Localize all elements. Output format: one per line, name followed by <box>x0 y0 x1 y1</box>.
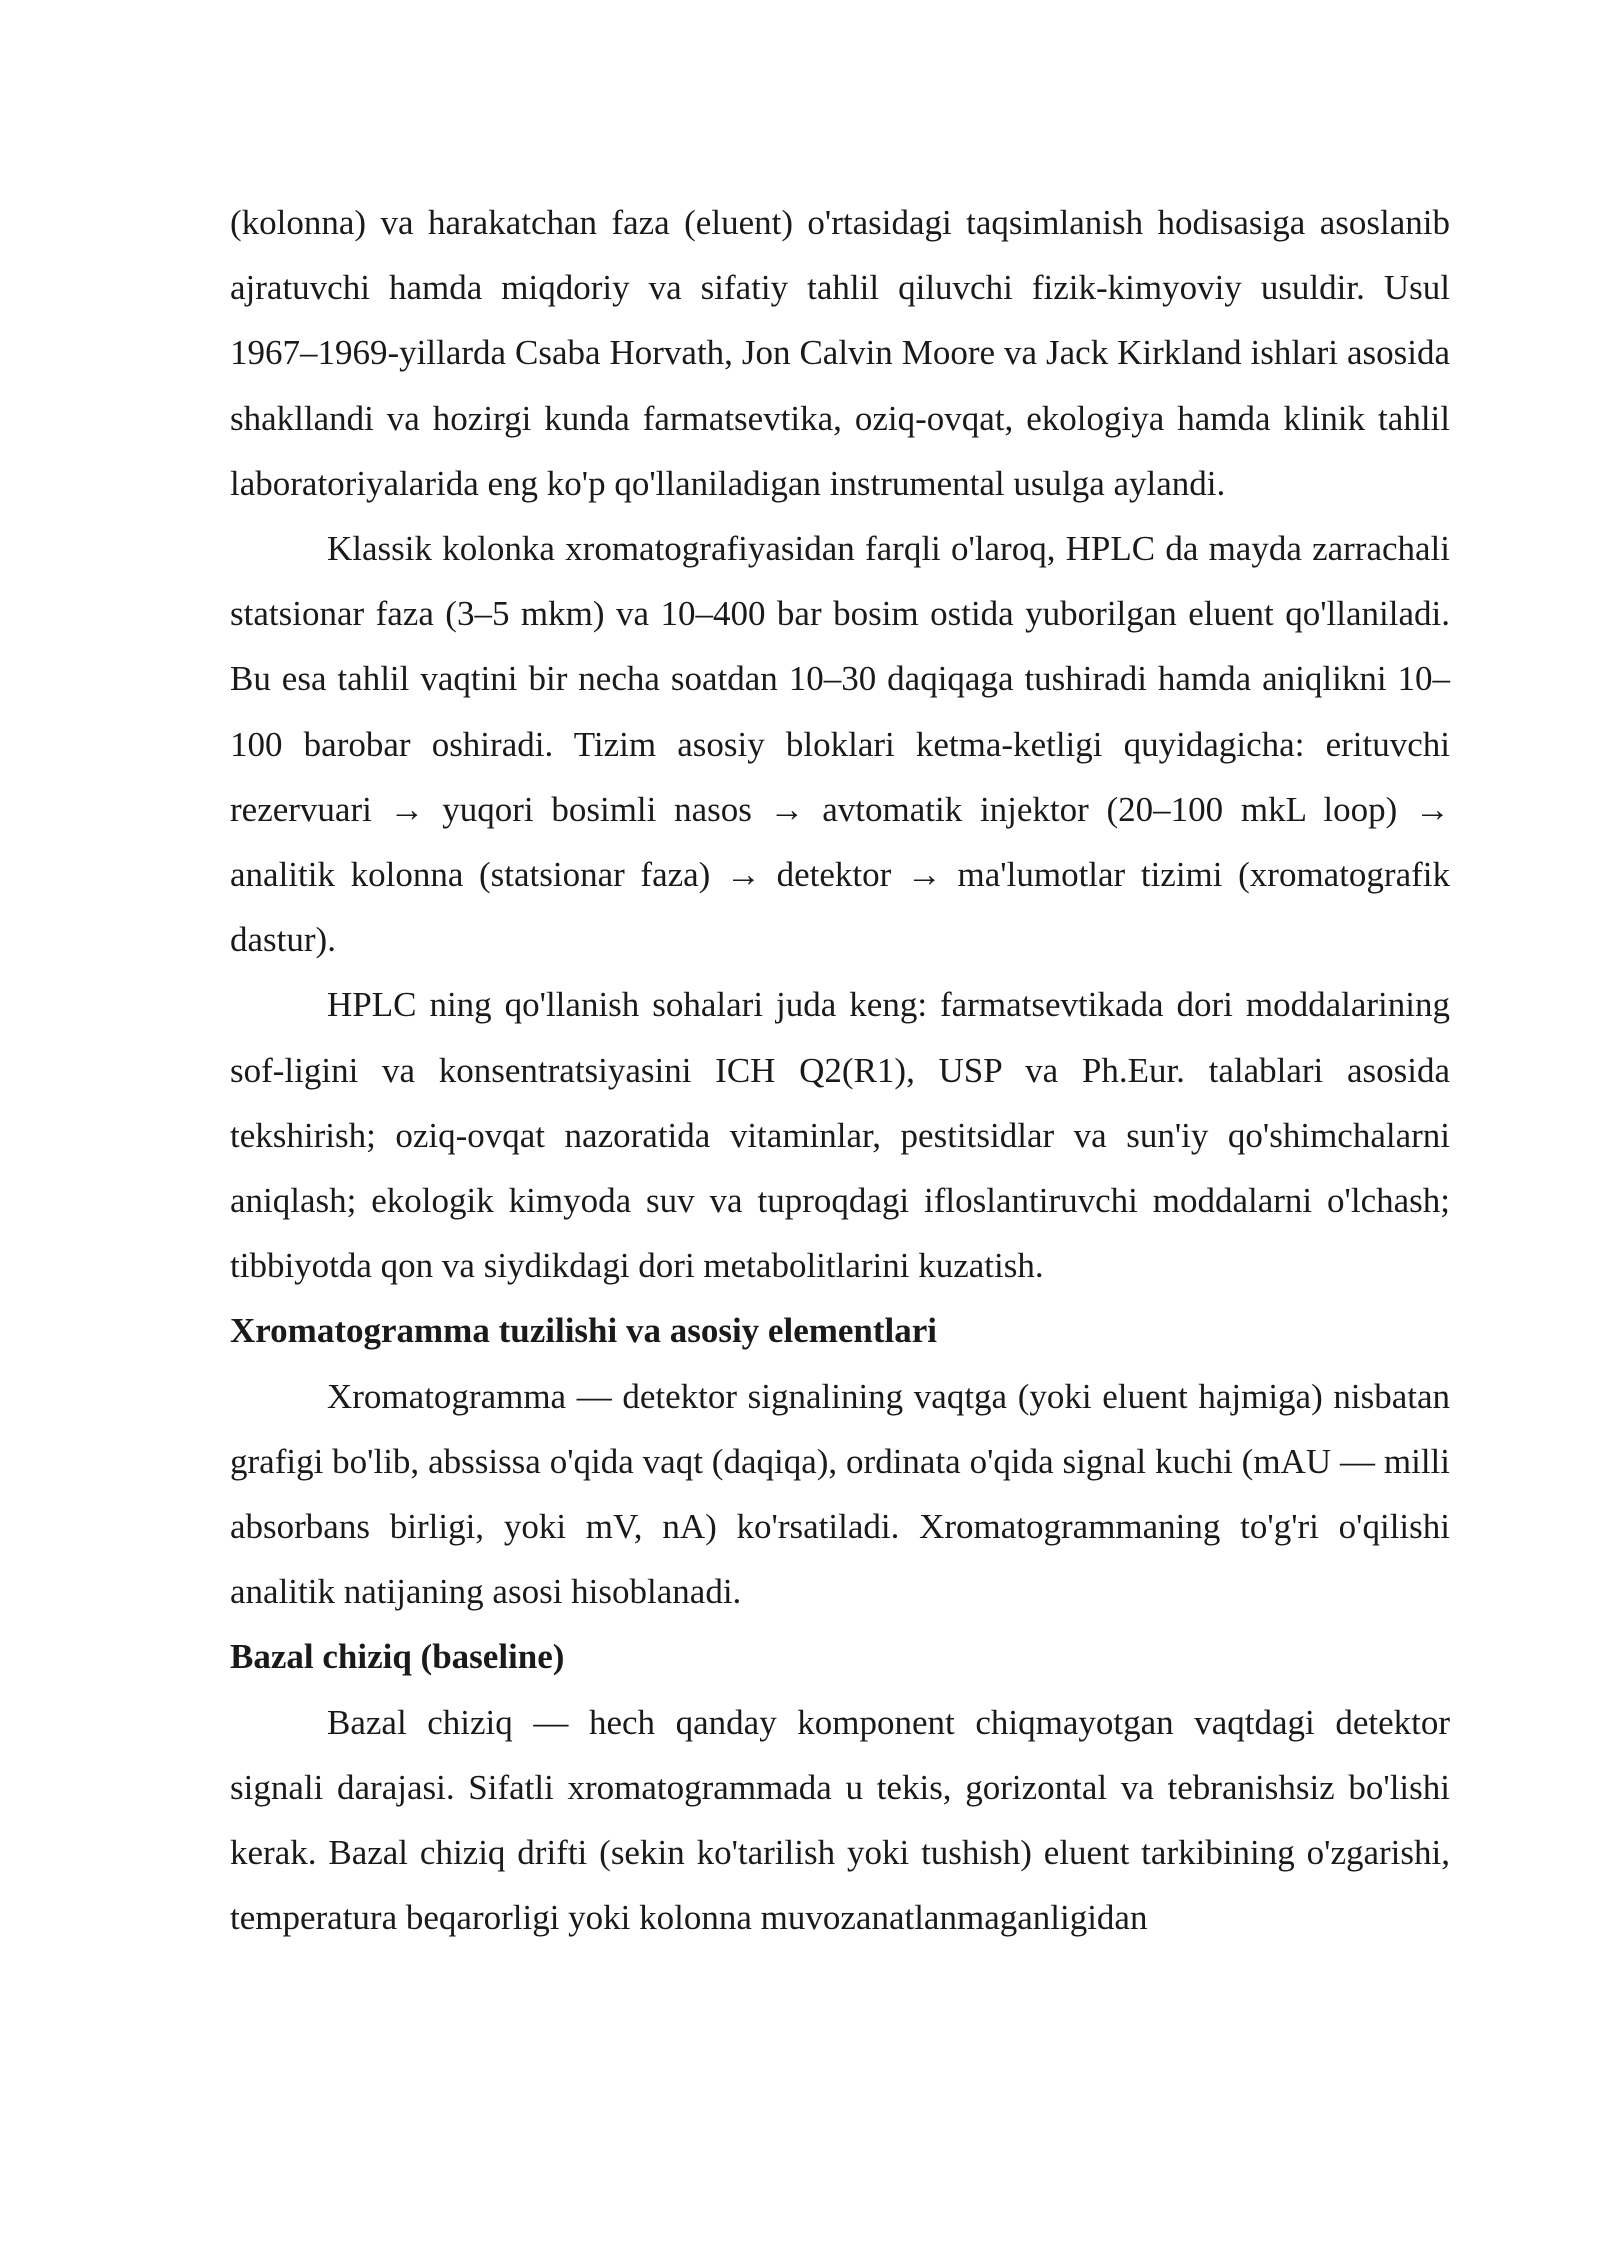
heading-baseline: Bazal chiziq (baseline) <box>230 1637 565 1677</box>
document-page <box>230 190 1450 1950</box>
paragraph-chromatogram-definition: Xromatogramma — detektor signalining vaqtga (yoki eluent hajmiga) nisbatan grafigi bo'lib, abssissa o'qida vaqt (daqiqa), ordinata o'qida signal kuchi (mAU — milli absorbans birligi, yoki mV, nA) ko'rsatiladi. Xromatogrammaning to'g'ri o'qilishi analitik natijaning asosi hisoblanadi. <box>230 1376 1450 1612</box>
paragraph-hplc-system: Klassik kolonka xromatografiyasidan farqli o'laroq, HPLC da mayda zarrachali statsionar faza (3–5 mkm) va 10–400 bar bosim ostida yuborilgan eluent qo'llaniladi. Bu esa tahlil vaqtini bir necha soatdan 10–30 daqiqaga tushiradi hamda aniqlikni 10–100 barobar oshiradi. Tizim asosiy bloklari ketma-ketligi quyidagicha: erituvchi rezervuari → yuqori bosimli nasos → avtomatik injektor (20–100 mkL loop) → analitik kolonna (statsionar faza) → detektor → ma'lumotlar tizimi (xromatografik dastur). <box>230 529 1450 960</box>
paragraph-baseline: Bazal chiziq — hech qanday komponent chiqmayotgan vaqtdagi detektor signali darajasi. Sifatli xromatogrammada u tekis, gorizontal va tebranishsiz bo'lishi kerak. Bazal chiziq drifti (sekin ko'tarilish yoki tushish) eluent tarkibining o'zgarishi, temperatura beqarorligi yoki kolonna muvozanatlanmaganligidan <box>230 1702 1450 1938</box>
paragraph-hplc-definition: (kolonna) va harakatchan faza (eluent) o'rtasidagi taqsimlanish hodisasiga asoslanib ajratuvchi hamda miqdoriy va sifatiy tahlil qiluvchi fizik-kimyoviy usuldir. Usul 1967–1969-yillarda Csaba Horvath, Jon Calvin Moore va Jack Kirkland ishlari asosida shakllandi va hozirgi kunda farmatsevtika, oziq-ovqat, ekologiya hamda klinik tahlil laboratoriyalarida eng ko'p qo'llaniladigan instrumental usulga aylandi. <box>230 203 1450 503</box>
heading-chromatogram-structure: Xromatogramma tuzilishi va asosiy elementlari <box>230 1311 938 1351</box>
paragraph-hplc-applications: HPLC ning qo'llanish sohalari juda keng: farmatsevtikada dori moddalarining sof-ligini va konsentratsiyasini ICH Q2(R1), USP va Ph.Eur. talablari asosida tekshirish; oziq-ovqat nazoratida vitaminlar, pestitsidlar va sun'iy qo'shimchalarni aniqlash; ekologik kimyoda suv va tuproqdagi ifloslantiruvchi moddalarni o'lchash; tibbiyotda qon va siydikdagi dori metabolitlarini kuzatish. <box>230 985 1450 1286</box>
